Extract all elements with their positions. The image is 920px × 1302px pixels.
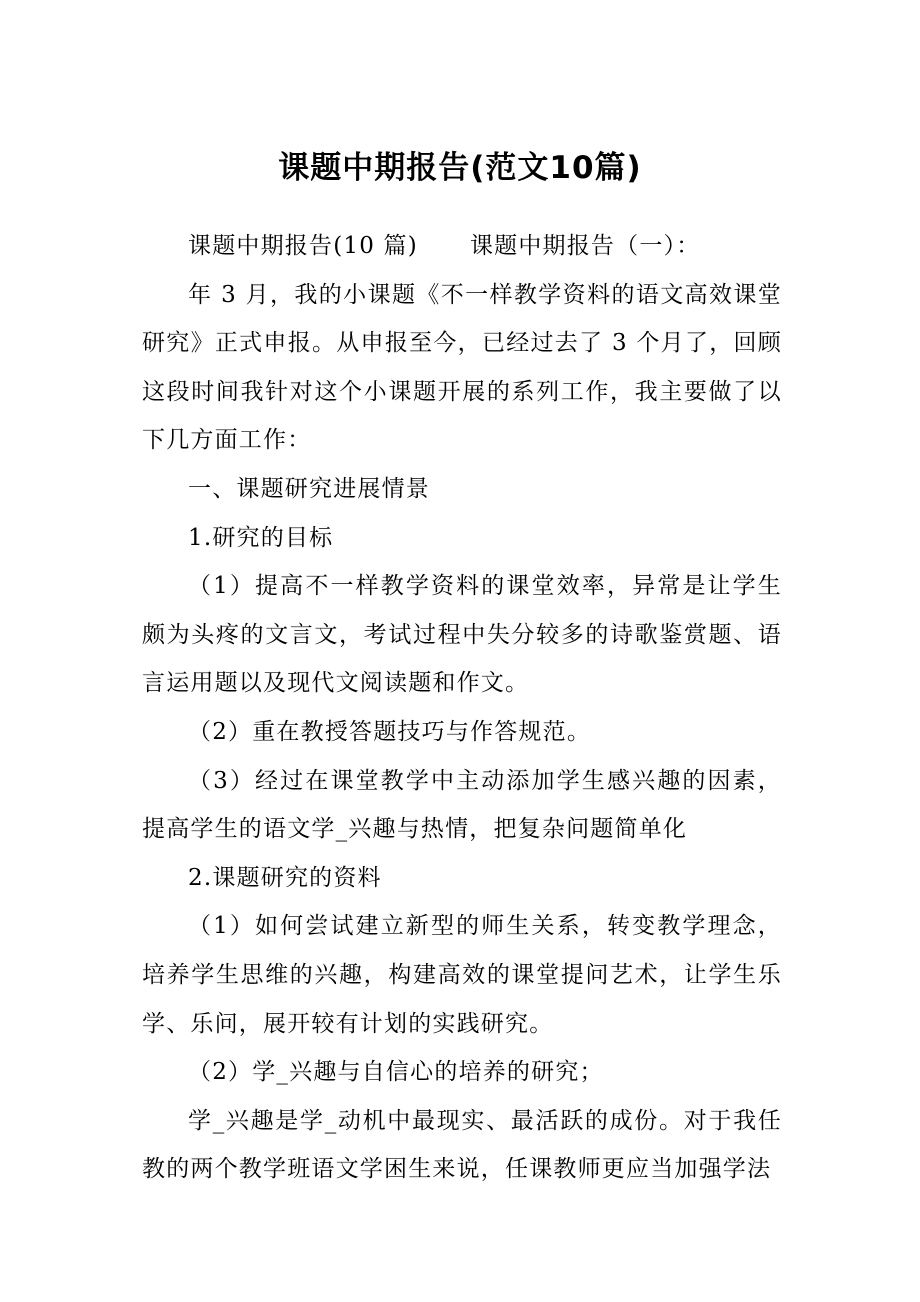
subheading-1: 1.研究的目标 — [188, 524, 334, 551]
paragraph-6: （2）学_兴趣与自信心的培养的研究； — [188, 1059, 604, 1086]
document-title: 课题中期报告(范文10篇) — [278, 150, 642, 186]
paragraph-2: （1）提高不一样教学资料的课堂效率，异常是让学生颇为头疼的文言文，考试过程中失分较多的诗歌鉴赏题、语言运用题以及现代文阅读题和作文。 — [142, 573, 782, 697]
section-heading-1: 一、课题研究进展情景 — [188, 475, 430, 502]
intro-left-text: 课题中期报告(10 篇) — [188, 233, 418, 259]
paragraph-3: （2）重在教授答题技巧与作答规范。 — [188, 718, 592, 745]
intro-right-text: 课题中期报告（一）： — [469, 233, 701, 259]
paragraph-7: 学_兴趣是学_动机中最现实、最活跃的成份。对于我任教的两个教学班语文学困生来说，任课教师更应当加强学法 — [142, 1107, 782, 1183]
document-body — [142, 222, 782, 1194]
subheading-2: 2.课题研究的资料 — [188, 864, 382, 891]
paragraph-5: （1）如何尝试建立新型的师生关系，转变教学理念，培养学生思维的兴趣，构建高效的课堂提问艺术，让学生乐学、乐问，展开较有计划的实践研究。 — [142, 913, 782, 1037]
paragraph-1: 年 3 月，我的小课题《不一样教学资料的语文高效课堂研究》正式申报。从申报至今，已经过去了 3 个月了，回顾这段时间我针对这个小课题开展的系列工作，我主要做了以下几方面工作： — [142, 281, 782, 454]
intro-line — [142, 222, 782, 271]
paragraph-4: （3）经过在课堂教学中主动添加学生感兴趣的因素，提高学生的语文学_兴趣与热情，把复杂问题简单化 — [142, 767, 782, 843]
